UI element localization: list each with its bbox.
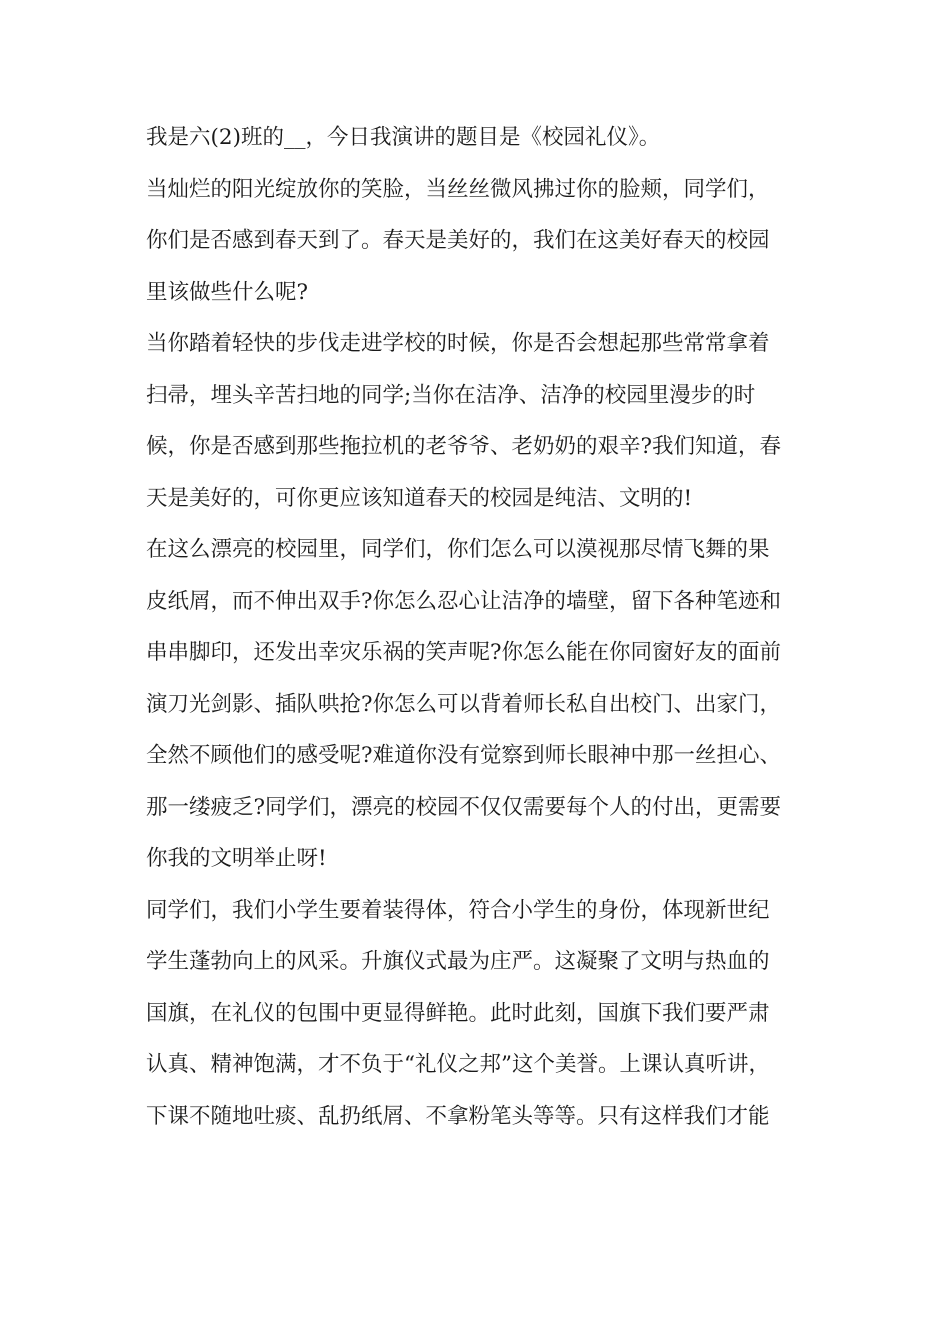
text-line: 同学们，我们小学生要着装得体，符合小学生的身份，体现新世纪 bbox=[146, 897, 770, 923]
text-line: 候，你是否感到那些拖拉机的老爷爷、老奶奶的艰辛?我们知道，春 bbox=[146, 434, 782, 459]
text-line: 在这么漂亮的校园里，同学们，你们怎么可以漠视那尽情飞舞的果 bbox=[146, 537, 770, 562]
text-line: 全然不顾他们的感受呢?难道你没有觉察到师长眼神中那一丝担心、 bbox=[146, 743, 782, 768]
text-line: 认真、精神饱满，才不负于“礼仪之邦”这个美誉。上课认真听讲， bbox=[146, 1052, 770, 1077]
text-line: 学生蓬勃向上的风采。升旗仪式最为庄严。这凝聚了文明与热血的 bbox=[146, 949, 770, 974]
text-line: 皮纸屑，而不伸出双手?你怎么忍心让洁净的墙壁，留下各种笔迹和 bbox=[146, 588, 782, 614]
text-line: 你我的文明举止呀! bbox=[146, 846, 327, 871]
text-line: 那一缕疲乏?同学们，漂亮的校园不仅仅需要每个人的付出，更需要 bbox=[146, 794, 782, 820]
text-line: 下课不随地吐痰、乱扔纸屑、不拿粉笔头等等。只有这样我们才能 bbox=[146, 1103, 770, 1129]
text-line: 当灿烂的阳光绽放你的笑脸，当丝丝微风拂过你的脸颊，同学们， bbox=[146, 176, 770, 202]
text-line: 你们是否感到春天到了。春天是美好的，我们在这美好春天的校园 bbox=[146, 228, 770, 253]
text-line: 串串脚印，还发出幸灾乐祸的笑声呢?你怎么能在你同窗好友的面前 bbox=[146, 640, 782, 665]
text-line: 扫帚，埋头辛苦扫地的同学;当你在洁净、洁净的校园里漫步的时 bbox=[146, 382, 756, 408]
text-line: 当你踏着轻快的步伐走进学校的时候，你是否会想起那些常常拿着 bbox=[146, 331, 770, 356]
speech-text bbox=[146, 118, 811, 1148]
text-line: 天是美好的，可你更应该知道春天的校园是纯洁、文明的! bbox=[146, 485, 693, 511]
text-line: 我是六(2)班的__，今日我演讲的题目是《校园礼仪》。 bbox=[146, 125, 661, 150]
text-line: 里该做些什么呢? bbox=[146, 279, 309, 305]
text-line: 国旗，在礼仪的包围中更显得鲜艳。此时此刻，国旗下我们要严肃 bbox=[146, 1000, 770, 1026]
text-line: 演刀光剑影、插队哄抢?你怎么可以背着师长私自出校门、出家门， bbox=[146, 691, 782, 717]
